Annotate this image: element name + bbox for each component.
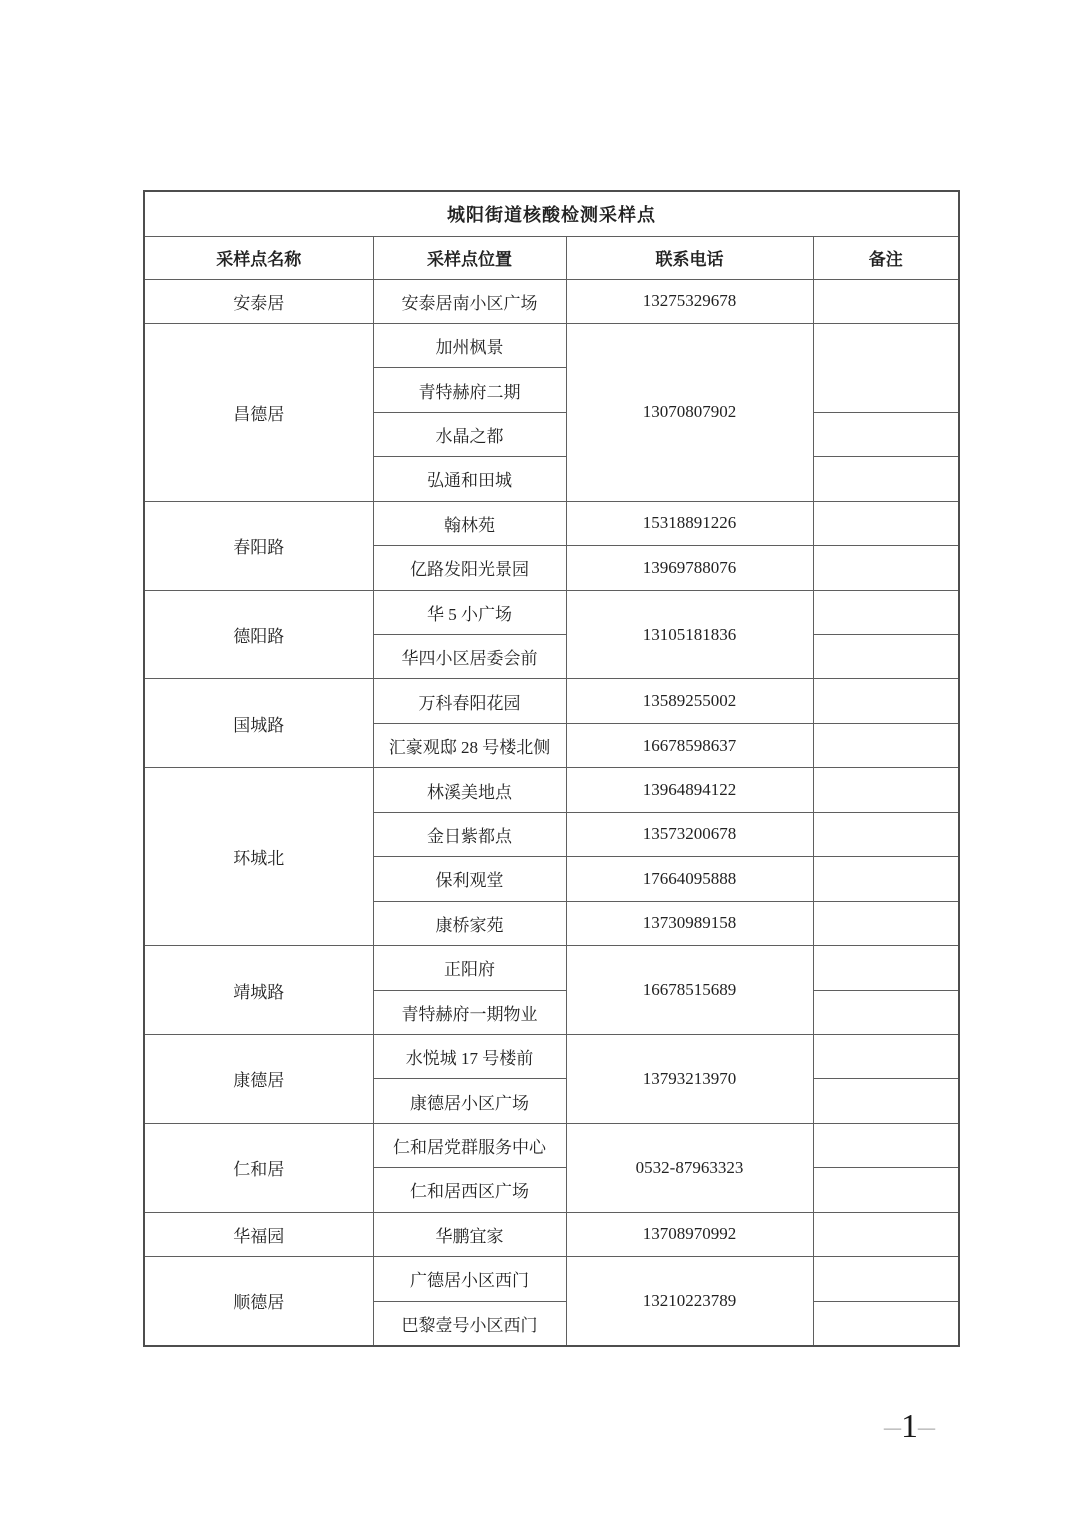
location-cell: 金日紫都点 bbox=[373, 812, 566, 856]
location-cell: 华鹏宜家 bbox=[373, 1212, 566, 1256]
phone-cell: 13730989158 bbox=[566, 901, 813, 945]
location-cell: 安泰居南小区广场 bbox=[373, 279, 566, 323]
remark-cell bbox=[813, 1079, 959, 1123]
page-number-dash: – bbox=[884, 1408, 901, 1445]
site-name-cell: 靖城路 bbox=[144, 946, 373, 1035]
site-name-cell: 华福园 bbox=[144, 1212, 373, 1256]
phone-cell: 15318891226 bbox=[566, 501, 813, 545]
site-name-cell: 康德居 bbox=[144, 1034, 373, 1123]
location-cell: 加州枫景 bbox=[373, 323, 566, 367]
phone-cell: 13589255002 bbox=[566, 679, 813, 723]
phone-cell: 13708970992 bbox=[566, 1212, 813, 1256]
remark-cell bbox=[813, 768, 959, 812]
location-cell: 仁和居党群服务中心 bbox=[373, 1123, 566, 1167]
location-cell: 万科春阳花园 bbox=[373, 679, 566, 723]
table-row bbox=[144, 323, 959, 367]
remark-cell bbox=[813, 857, 959, 901]
remark-cell bbox=[813, 457, 959, 501]
phone-cell: 17664095888 bbox=[566, 857, 813, 901]
location-cell: 林溪美地点 bbox=[373, 768, 566, 812]
col-header-location: 采样点位置 bbox=[373, 236, 566, 279]
location-cell: 巴黎壹号小区西门 bbox=[373, 1301, 566, 1345]
location-cell: 水晶之都 bbox=[373, 412, 566, 456]
remark-cell bbox=[813, 590, 959, 634]
phone-cell: 13210223789 bbox=[566, 1257, 813, 1346]
location-cell: 青特赫府二期 bbox=[373, 368, 566, 412]
site-name-cell: 德阳路 bbox=[144, 590, 373, 679]
location-cell: 汇豪观邸 28 号楼北侧 bbox=[373, 723, 566, 767]
location-cell: 水悦城 17 号楼前 bbox=[373, 1034, 566, 1078]
remark-cell bbox=[813, 323, 959, 412]
table-row bbox=[144, 679, 959, 723]
table-row bbox=[144, 768, 959, 812]
location-cell: 广德居小区西门 bbox=[373, 1257, 566, 1301]
remark-cell bbox=[813, 990, 959, 1034]
remark-cell bbox=[813, 901, 959, 945]
location-cell: 华 5 小广场 bbox=[373, 590, 566, 634]
site-name-cell: 昌德居 bbox=[144, 323, 373, 501]
location-cell: 翰林苑 bbox=[373, 501, 566, 545]
table-title-row bbox=[144, 191, 959, 236]
phone-cell: 13070807902 bbox=[566, 323, 813, 501]
page-number-value: 1 bbox=[901, 1408, 918, 1445]
site-name-cell: 环城北 bbox=[144, 768, 373, 946]
location-cell: 弘通和田城 bbox=[373, 457, 566, 501]
location-cell: 青特赫府一期物业 bbox=[373, 990, 566, 1034]
table-title: 城阳街道核酸检测采样点 bbox=[144, 191, 959, 236]
phone-cell: 16678515689 bbox=[566, 946, 813, 1035]
location-cell: 华四小区居委会前 bbox=[373, 635, 566, 679]
remark-cell bbox=[813, 1168, 959, 1212]
remark-cell bbox=[813, 1212, 959, 1256]
phone-cell: 13105181836 bbox=[566, 590, 813, 679]
col-header-phone: 联系电话 bbox=[566, 236, 813, 279]
remark-cell bbox=[813, 501, 959, 545]
remark-cell bbox=[813, 1034, 959, 1078]
location-cell: 仁和居西区广场 bbox=[373, 1168, 566, 1212]
remark-cell bbox=[813, 279, 959, 323]
table-row bbox=[144, 1212, 959, 1256]
location-cell: 康德居小区广场 bbox=[373, 1079, 566, 1123]
location-cell: 康桥家苑 bbox=[373, 901, 566, 945]
page-number-dash: – bbox=[918, 1408, 935, 1445]
table-row bbox=[144, 946, 959, 990]
remark-cell bbox=[813, 635, 959, 679]
phone-cell: 13969788076 bbox=[566, 546, 813, 590]
location-cell: 保利观堂 bbox=[373, 857, 566, 901]
phone-cell: 13964894122 bbox=[566, 768, 813, 812]
table-row bbox=[144, 1257, 959, 1301]
site-name-cell: 安泰居 bbox=[144, 279, 373, 323]
phone-cell: 0532-87963323 bbox=[566, 1123, 813, 1212]
remark-cell bbox=[813, 1257, 959, 1301]
remark-cell bbox=[813, 946, 959, 990]
phone-cell: 13573200678 bbox=[566, 812, 813, 856]
table-row bbox=[144, 279, 959, 323]
phone-cell: 13275329678 bbox=[566, 279, 813, 323]
sampling-points-table bbox=[143, 190, 960, 1347]
page-number bbox=[884, 1407, 935, 1447]
table-row bbox=[144, 1034, 959, 1078]
table-row bbox=[144, 590, 959, 634]
phone-cell: 13793213970 bbox=[566, 1034, 813, 1123]
remark-cell bbox=[813, 1123, 959, 1167]
site-name-cell: 春阳路 bbox=[144, 501, 373, 590]
document-page bbox=[143, 190, 960, 1347]
col-header-name: 采样点名称 bbox=[144, 236, 373, 279]
col-header-remark: 备注 bbox=[813, 236, 959, 279]
site-name-cell: 顺德居 bbox=[144, 1257, 373, 1346]
table-row bbox=[144, 1123, 959, 1167]
site-name-cell: 国城路 bbox=[144, 679, 373, 768]
site-name-cell: 仁和居 bbox=[144, 1123, 373, 1212]
table-header-row bbox=[144, 236, 959, 279]
remark-cell bbox=[813, 812, 959, 856]
phone-cell: 16678598637 bbox=[566, 723, 813, 767]
remark-cell bbox=[813, 546, 959, 590]
remark-cell bbox=[813, 1301, 959, 1345]
remark-cell bbox=[813, 679, 959, 723]
location-cell: 亿路发阳光景园 bbox=[373, 546, 566, 590]
table-row bbox=[144, 501, 959, 545]
remark-cell bbox=[813, 723, 959, 767]
remark-cell bbox=[813, 412, 959, 456]
location-cell: 正阳府 bbox=[373, 946, 566, 990]
